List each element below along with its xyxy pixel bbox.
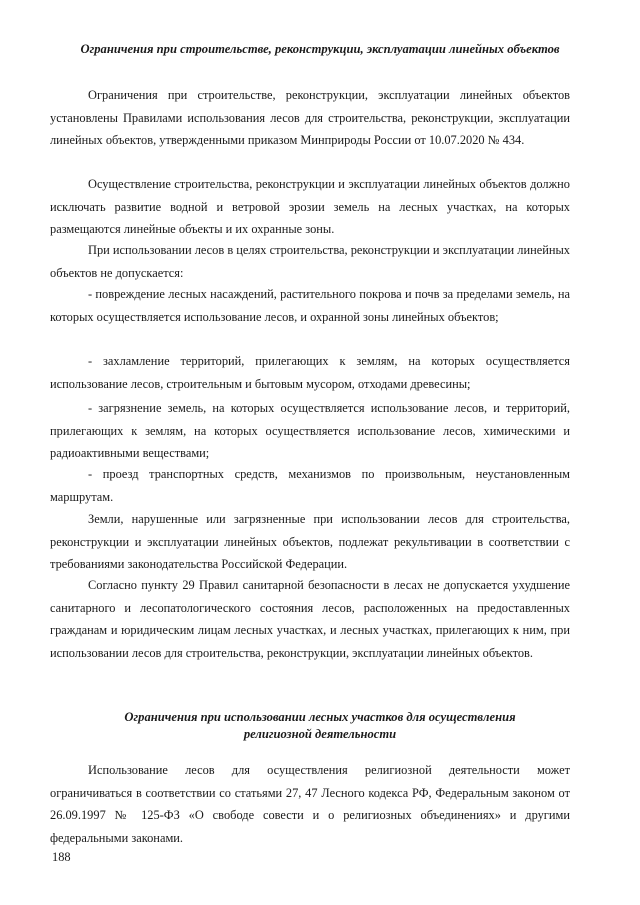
list-item-pollution: - загрязнение земель, на которых осуществляется использование лесов, и территорий, прилегающих к землям, на которых осуществляется использование лесов, химическими и радиоактивными веществами;: [50, 401, 570, 461]
paragraph-restrictions-established: Ограничения при строительстве, реконструкции, эксплуатации линейных объектов установлены Правилами использования лесов для строительства, реконструкции, эксплуатации линейных объектов, утвержденными приказом Минприроды России от 10.07.2020 № 434.: [50, 88, 570, 148]
list-item-littering: - захламление территорий, прилегающих к землям, на которых осуществляется использование лесов, строительным и бытовым мусором, отходами древесины;: [50, 354, 570, 391]
section-title-line-1: Ограничения при использовании лесных участков для осуществления: [124, 710, 516, 724]
paragraph-erosion-exclusion: Осуществление строительства, реконструкции и эксплуатации линейных объектов должно исключать развитие водной и ветровой эрозии земель на лесных участках, на которых размещаются линейные объекты и их охранные зоны.: [50, 177, 570, 237]
paragraph-recultivation: Земли, нарушенные или загрязненные при использовании лесов для строительства, реконструкции и эксплуатации линейных объектов, подлежат рекультивации в соответствии с требованиями законодательства Российской Федерации.: [50, 512, 570, 572]
section-title-linear-objects: Ограничения при строительстве, реконструкции, эксплуатации линейных объектов: [80, 42, 560, 56]
page-number: 188: [52, 850, 71, 864]
paragraph-not-allowed-intro: При использовании лесов в целях строительства, реконструкции и эксплуатации линейных объектов не допускается:: [50, 243, 570, 280]
list-item-damage: - повреждение лесных насаждений, растительного покрова и почв за пределами земель, на которых осуществляется использование лесов, и охранной зоны линейных объектов;: [50, 287, 570, 324]
section-title-religious-activity: [40, 709, 600, 743]
paragraph-religious-use: Использование лесов для осуществления религиозной деятельности может ограничиваться в соответствии со статьями 27, 47 Лесного кодекса РФ, Федеральным законом от 26.09.1997 № 125-ФЗ «О свободе совести и о религиозных объединениях» и другими федеральными законами.: [50, 763, 570, 845]
section-title-line-2: религиозной деятельности: [243, 727, 397, 741]
list-item-vehicle-passage: - проезд транспортных средств, механизмов по произвольным, неустановленным маршрутам.: [50, 467, 570, 504]
paragraph-sanitary-safety: Согласно пункту 29 Правил санитарной безопасности в лесах не допускается ухудшение санитарного и лесопатологического состояния лесов, расположенных на предоставленных гражданам и юридическим лицам лесных участках, и лесных участках, прилегающих к ним, при использовании лесов для строительства, реконструкции, эксплуатации линейных объектов.: [50, 578, 570, 660]
